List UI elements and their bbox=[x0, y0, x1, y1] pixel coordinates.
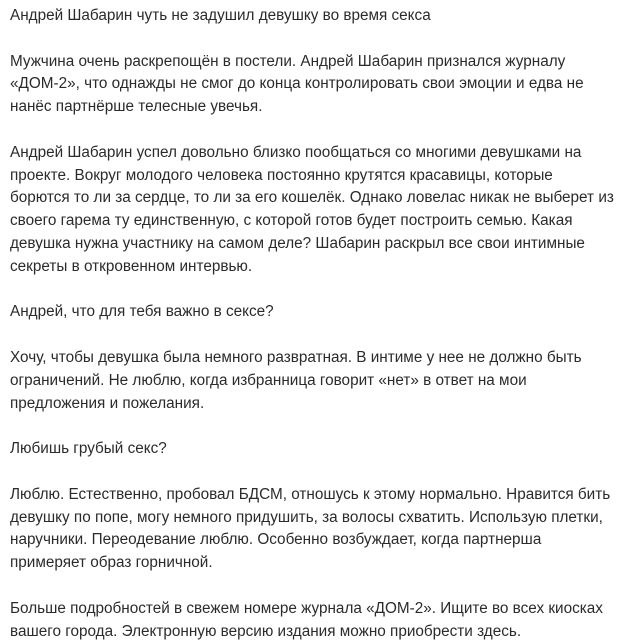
article-closing-paragraph: Больше подробностей в свежем номере журнала «ДОМ-2». Ищите во всех киосках вашего города. Электронную версию издания можно приобрести здесь. bbox=[10, 599, 603, 640]
article-title: Андрей Шабарин чуть не задушил девушку во время секса bbox=[10, 7, 431, 24]
article-paragraph: Андрей Шабарин успел довольно близко пообщаться со многими девушками на проекте. Вокруг молодого человека постоянно крутятся красавицы, которые борются то ли за сердце, то ли за его кошелёк. Однако ловелас никак не выберет из своего гарема ту единственную, с которой готов будет построить семью. Какая девушка нужна участнику на самом деле? Шабарин раскрыл все свои интимные секреты в откровенном интервью. bbox=[10, 143, 614, 275]
interview-question: Любишь грубый секс? bbox=[10, 440, 167, 458]
interview-answer: Люблю. Естественно, пробовал БДСМ, отношусь к этому нормально. Нравится бить девушку по попе, могу немного придушить, за волосы схватить. Использую плетки, наручники. Переодевание люблю. Особенно возбуждает, когда партнерша примеряет образ горничной. bbox=[10, 485, 611, 572]
interview-question: Андрей, что для тебя важно в сексе? bbox=[10, 303, 274, 321]
article-lead-paragraph: Мужчина очень раскрепощён в постели. Андрей Шабарин признался журналу «ДОМ-2», что однажды не смог до конца контролировать свои эмоции и едва не нанёс партнёрше телесные увечья. bbox=[10, 52, 584, 116]
interview-answer: Хочу, чтобы девушка была немного развратная. В интиме у нее не должно быть ограничений. Не люблю, когда избранница говорит «нет» в ответ на мои предложения и пожелания. bbox=[10, 348, 582, 412]
